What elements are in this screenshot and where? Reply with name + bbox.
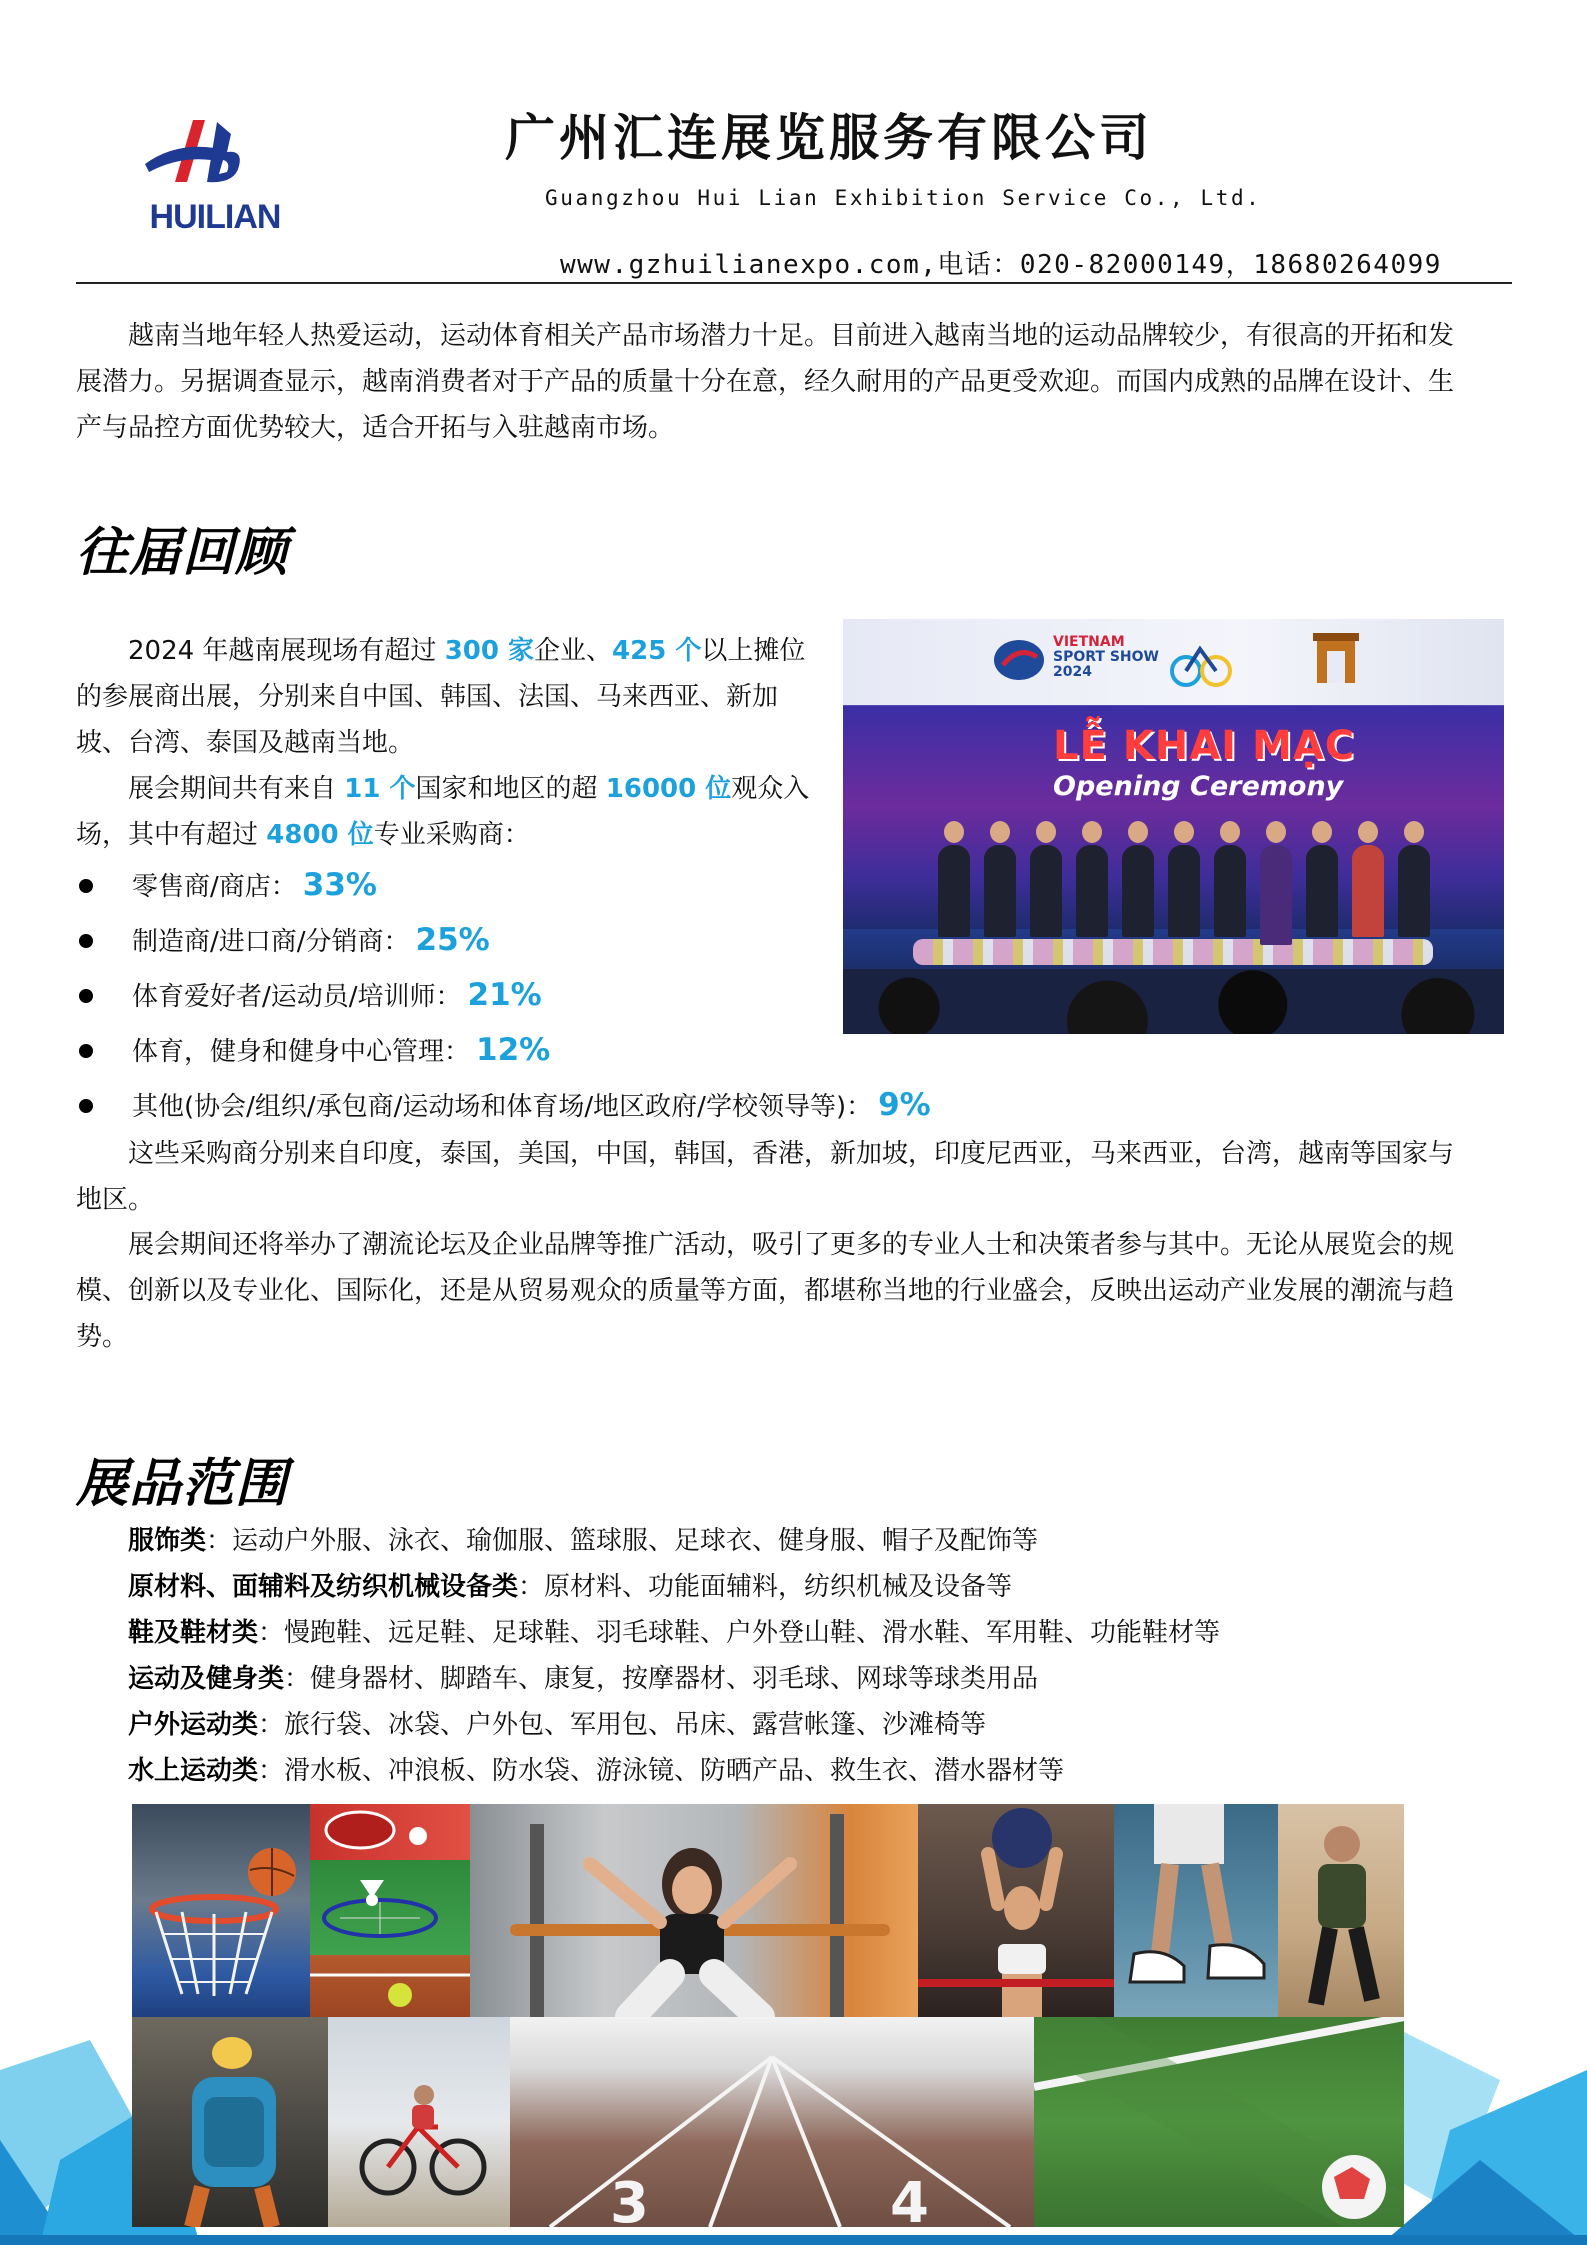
dignitary-head xyxy=(1036,821,1056,843)
intro-line: 展潜力。另据调查显示，越南消费者对于产品的质量十分在意，经久耐用的产品更受欢迎。而国内成熟的品牌在设计、生 xyxy=(76,367,1455,397)
dignitary-figure xyxy=(1214,845,1246,937)
category-items: ：旅行袋、冰袋、户外包、军用包、吊床、露营帐篷、沙滩椅等 xyxy=(258,1710,987,1740)
dignitary-head xyxy=(1358,821,1378,843)
buyer-breakdown-list xyxy=(76,858,931,1133)
list-item xyxy=(76,858,931,913)
dignitary-figure xyxy=(1260,845,1292,945)
text-fragment: 专业采购商： xyxy=(373,820,530,850)
exhibit-category-water xyxy=(128,1748,1064,1794)
exhibit-category-outdoor xyxy=(128,1702,986,1748)
logo-wordmark: HUILIAN xyxy=(149,198,281,236)
category-name: 运动及健身类 xyxy=(128,1664,285,1694)
section-title-exhibits: 展品范围 xyxy=(76,1454,289,1514)
contact-info[interactable]: www.gzhuilianexpo.com,电话：020-82000149，18680264099 xyxy=(560,250,1442,280)
section-title-review: 往届回顾 xyxy=(76,523,289,583)
bullet-icon xyxy=(79,1099,93,1113)
dignitary-head xyxy=(990,821,1010,843)
text-fragment: 以上摊位 xyxy=(701,636,806,666)
track-number: 3 xyxy=(610,2171,649,2227)
badminton-icon xyxy=(310,1860,470,1955)
dignitary-figure xyxy=(1122,845,1154,937)
basketball-hoop-icon xyxy=(132,1804,310,2017)
medicine-ball-icon xyxy=(918,1804,1114,2017)
category-name: 水上运动类 xyxy=(128,1756,259,1786)
buyer-origin-line: 地区。 xyxy=(76,1185,155,1215)
buyer-label: 体育，健身和健身中心管理： xyxy=(132,1037,471,1067)
company-name-en: Guangzhou Hui Lian Exhibition Service Co., Ltd. xyxy=(545,186,1262,210)
buyer-percent: 21% xyxy=(467,977,542,1013)
review-line xyxy=(76,812,816,858)
photo-trail-runner xyxy=(1278,1804,1404,2017)
photo-gym-workout xyxy=(470,1804,918,2017)
review-line xyxy=(76,628,816,674)
photographers-crowd xyxy=(843,969,1504,1034)
exhibit-category-footwear xyxy=(128,1610,1220,1656)
company-name-cn: 广州汇连展览服务有限公司 xyxy=(505,109,1153,167)
opening-ceremony-photo xyxy=(843,619,1504,1034)
soccer-ball-icon xyxy=(1034,2017,1404,2227)
dignitary-head xyxy=(1266,821,1286,843)
review-stats-text xyxy=(76,628,816,858)
ceremony-headline: LỄ KHAI MẠC xyxy=(1053,723,1356,769)
text-fragment: 场，其中有超过 xyxy=(76,820,267,850)
gate-logo-icon xyxy=(1311,629,1361,691)
gym-machine-icon xyxy=(470,1804,918,2017)
exhibit-category-materials xyxy=(128,1564,1012,1610)
ceremony-subheadline: Opening Ceremony xyxy=(1053,771,1344,802)
review-line xyxy=(76,766,816,812)
dignitary-figure xyxy=(1306,845,1338,937)
buyer-label: 体育爱好者/运动员/培训师： xyxy=(132,982,462,1012)
dignitary-figure xyxy=(1076,845,1108,937)
stat-booths: 425 个 xyxy=(612,636,702,666)
text-fragment: 企业、 xyxy=(534,636,613,666)
bullet-icon xyxy=(79,1044,93,1058)
dignitary-head xyxy=(1404,821,1424,843)
text-fragment: 国家和地区的超 xyxy=(415,774,606,804)
category-items: ：运动户外服、泳衣、瑜伽服、篮球服、足球衣、健身服、帽子及配饰等 xyxy=(206,1526,1039,1556)
dignitary-head xyxy=(944,821,964,843)
buyer-percent: 9% xyxy=(878,1087,931,1123)
event-summary-line: 势。 xyxy=(76,1322,129,1352)
category-name: 鞋及鞋材类 xyxy=(128,1618,259,1648)
runner-icon xyxy=(1278,1804,1404,2017)
stat-countries: 11 个 xyxy=(344,774,416,804)
list-item xyxy=(76,968,931,1023)
photo-tennis xyxy=(310,1955,470,2017)
dignitary-figure xyxy=(1168,845,1200,937)
dignitary-figure xyxy=(1030,845,1062,937)
dignitary-head xyxy=(1128,821,1148,843)
dignitary-head xyxy=(1174,821,1194,843)
bicycle-icon xyxy=(328,2017,510,2227)
intro-line: 产与品控方面优势较大，适合开拓与入驻越南市场。 xyxy=(76,413,675,443)
backpack-icon xyxy=(132,2017,328,2227)
buyer-label: 制造商/进口商/分销商： xyxy=(132,927,410,957)
dignitary-head xyxy=(1312,821,1332,843)
dignitary-figure xyxy=(1352,845,1384,937)
list-item xyxy=(76,1023,931,1078)
text-fragment: 观众入 xyxy=(731,774,810,804)
bullet-icon xyxy=(79,934,93,948)
list-item xyxy=(76,1078,931,1133)
buyer-percent: 25% xyxy=(415,922,490,958)
stat-exhibitors: 300 家 xyxy=(444,636,535,666)
text-fragment: 2024 年越南展现场有超过 xyxy=(128,636,445,666)
buyer-origin-line: 这些采购商分别来自印度，泰国，美国，中国，韩国，香港，新加坡，印度尼西亚，马来西亚，台湾，越南等国家与 xyxy=(128,1139,1455,1169)
photo-basketball xyxy=(132,1804,310,2017)
ping-pong-icon xyxy=(310,1804,470,1860)
banner-line: 2024 xyxy=(1053,664,1092,680)
stage-flowers xyxy=(913,939,1433,965)
buyer-label: 其他(协会/组织/承包商/运动场和体育场/地区政府/学校领导等)： xyxy=(132,1092,873,1122)
exhibit-category-fitness xyxy=(128,1656,1038,1702)
category-items: ：慢跑鞋、远足鞋、足球鞋、羽毛球鞋、户外登山鞋、滑水鞋、军用鞋、功能鞋材等 xyxy=(258,1618,1221,1648)
review-line: 坡、台湾、泰国及越南当地。 xyxy=(76,728,415,758)
photo-table-tennis xyxy=(310,1804,470,1860)
dignitary-head xyxy=(1220,821,1240,843)
photo-mountain-bike xyxy=(328,2017,510,2227)
bullet-icon xyxy=(79,879,93,893)
category-items: ：健身器材、脚踏车、康复，按摩器材、羽毛球、网球等球类用品 xyxy=(284,1664,1039,1694)
category-name: 户外运动类 xyxy=(128,1710,259,1740)
photo-hiker xyxy=(132,2017,328,2227)
category-items: ：原材料、功能面辅料，纺织机械及设备等 xyxy=(518,1572,1013,1602)
header-divider xyxy=(76,282,1512,284)
sneaker-icon xyxy=(1114,1804,1278,2017)
stat-visitors: 16000 位 xyxy=(605,774,732,804)
category-name: 服饰类 xyxy=(128,1526,207,1556)
bullet-icon xyxy=(79,989,93,1003)
banner-line: VIETNAM xyxy=(1053,634,1125,650)
dignitary-head xyxy=(1082,821,1102,843)
dignitary-figure xyxy=(938,845,970,937)
dignitary-figure xyxy=(984,845,1016,937)
track-number: 4 xyxy=(890,2171,929,2227)
buyer-label: 零售商/商店： xyxy=(132,872,297,902)
stat-buyers: 4800 位 xyxy=(266,820,374,850)
buyer-percent: 33% xyxy=(302,867,377,903)
photo-running-track xyxy=(510,2017,1034,2227)
sport-show-logo-icon xyxy=(993,635,1049,685)
bike-logo-icon xyxy=(1168,633,1238,691)
tennis-ball-icon xyxy=(310,1955,470,2017)
event-summary-line: 展会期间还将举办了潮流论坛及企业品牌等推广活动，吸引了更多的专业人士和决策者参与其中。无论从展览会的规 xyxy=(128,1230,1455,1260)
exhibit-category-apparel xyxy=(128,1518,1038,1564)
intro-line: 越南当地年轻人热爱运动，运动体育相关产品市场潜力十足。目前进入越南当地的运动品牌较少，有很高的开拓和发 xyxy=(128,321,1455,351)
dignitary-figure xyxy=(1398,845,1430,937)
event-banner-text xyxy=(1053,635,1159,680)
photo-soccer-field xyxy=(1034,2017,1404,2227)
list-item xyxy=(76,913,931,968)
review-line: 的参展商出展，分别来自中国、韩国、法国、马来西亚、新加 xyxy=(76,682,779,712)
category-name: 原材料、面辅料及纺织机械设备类 xyxy=(128,1572,519,1602)
huilian-logo xyxy=(135,112,295,242)
photo-medicine-ball xyxy=(918,1804,1114,2017)
banner-line: SPORT SHOW xyxy=(1053,649,1159,665)
event-summary-line: 模、创新以及专业化、国际化，还是从贸易观众的质量等方面，都堪称当地的行业盛会，反映出运动产业发展的潮流与趋 xyxy=(76,1276,1455,1306)
photo-badminton xyxy=(310,1860,470,1955)
category-items: ：滑水板、冲浪板、防水袋、游泳镜、防晒产品、救生衣、潜水器材等 xyxy=(258,1756,1065,1786)
text-fragment: 展会期间共有来自 xyxy=(128,774,345,804)
running-track-icon xyxy=(510,2017,1034,2227)
buyer-percent: 12% xyxy=(476,1032,551,1068)
photo-running-shoes xyxy=(1114,1804,1278,2017)
